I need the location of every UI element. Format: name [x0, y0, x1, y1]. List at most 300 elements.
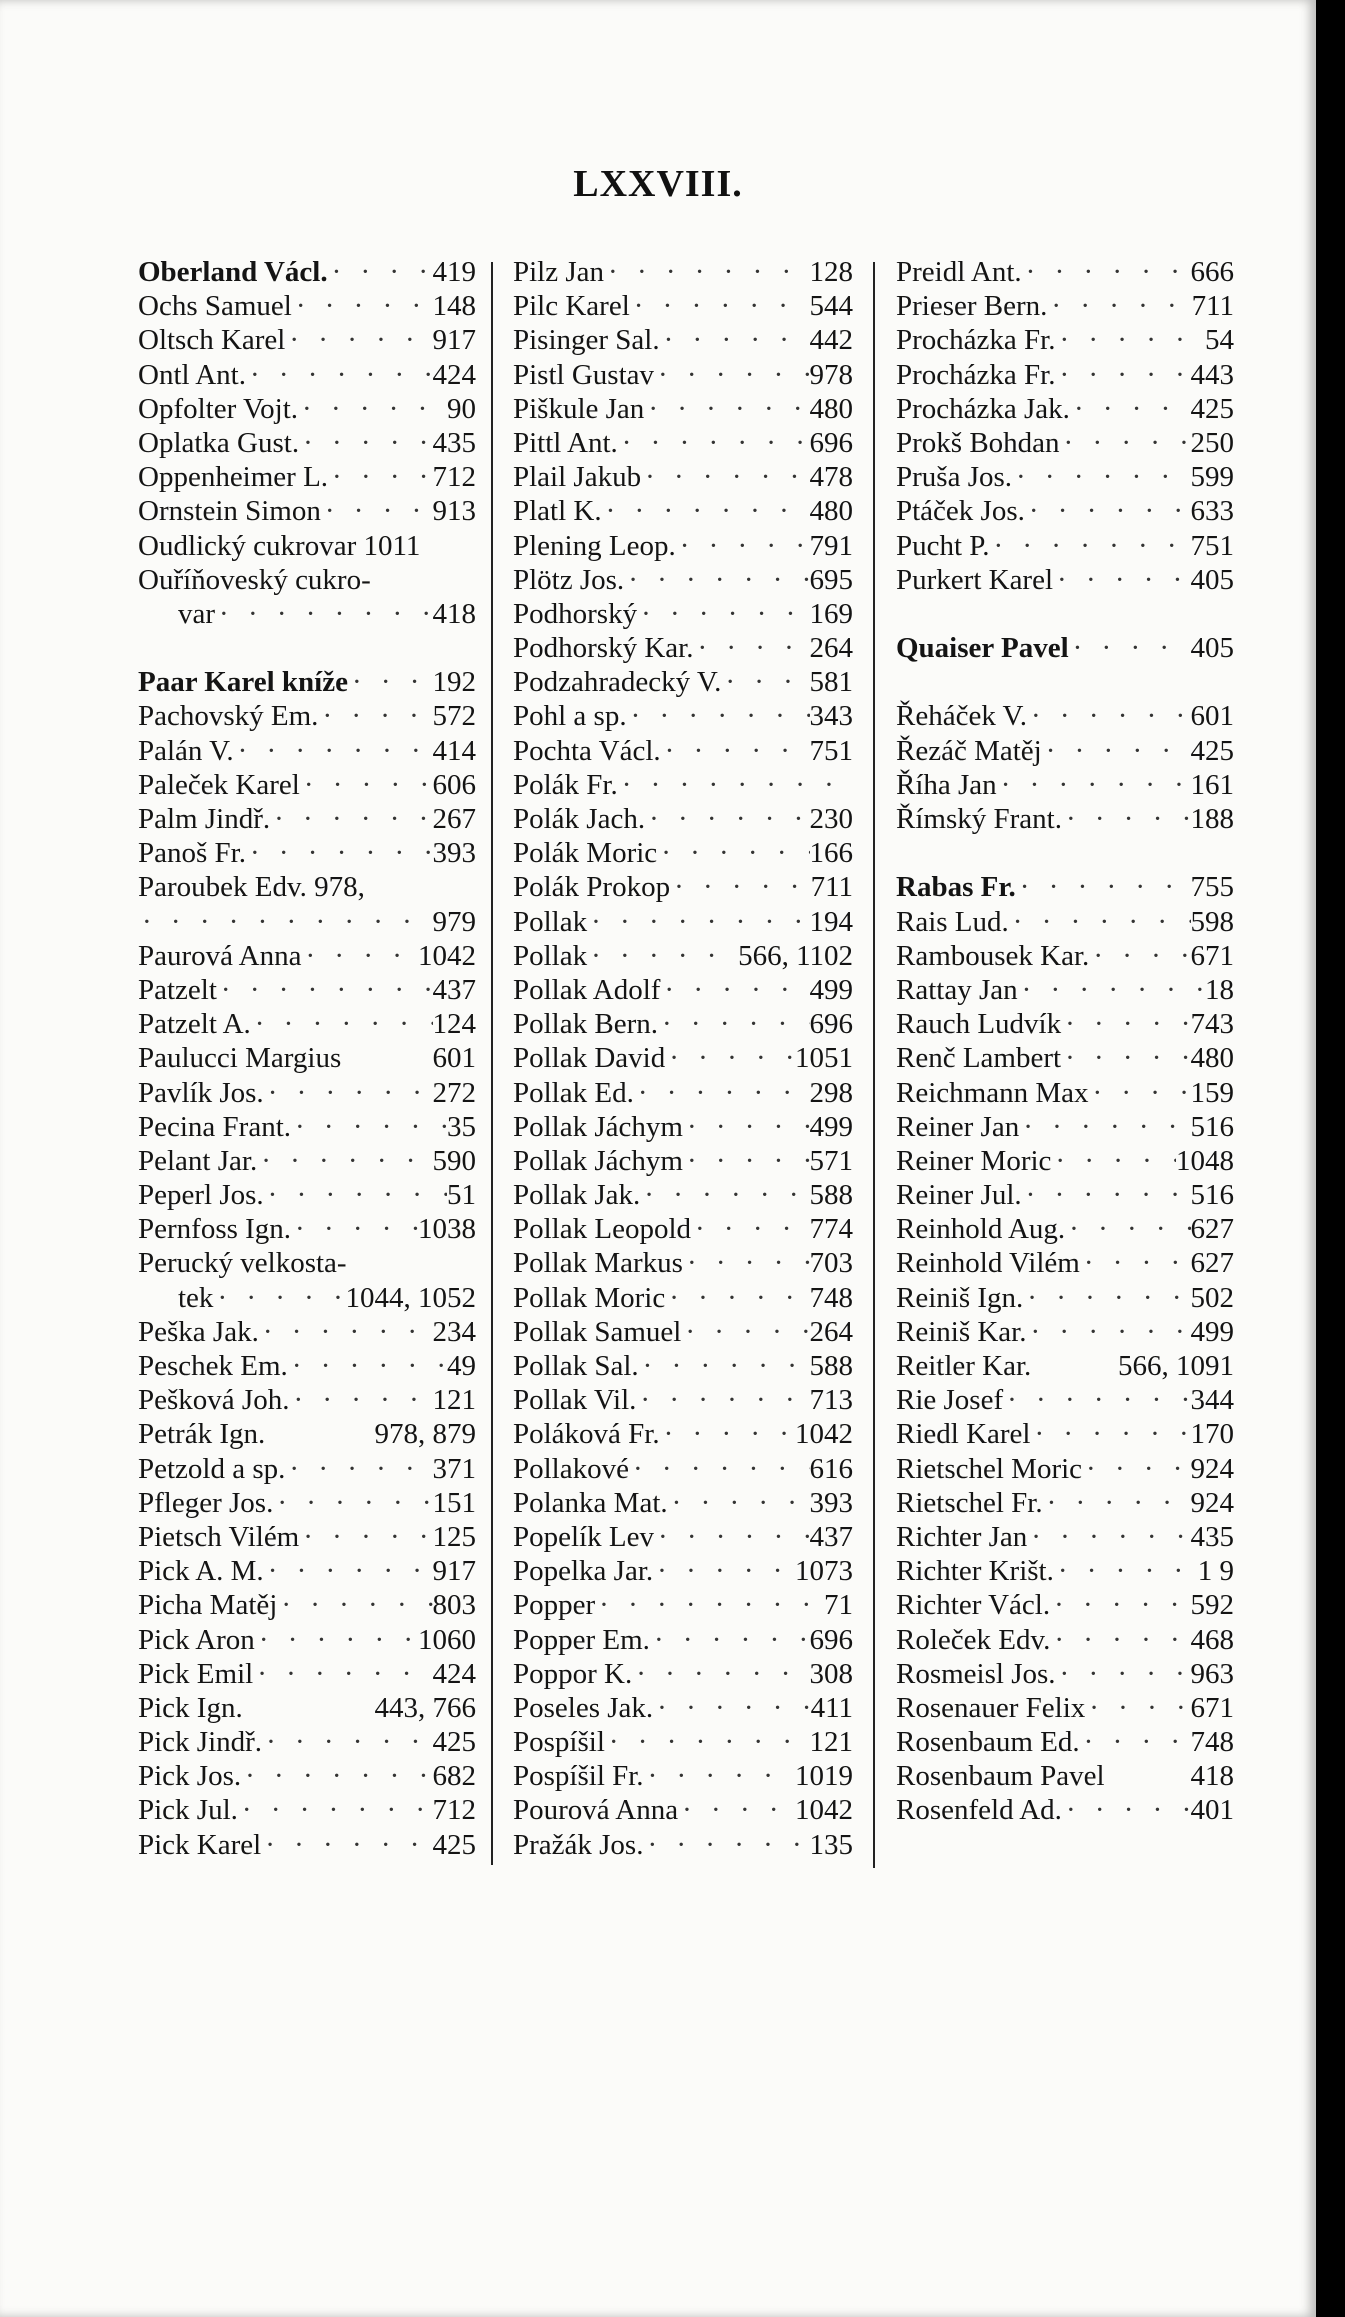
entry-page-number: 121 — [809, 1726, 853, 1759]
entry-page-number: 963 — [1190, 1657, 1234, 1690]
entry-page-number: 791 — [809, 529, 853, 562]
entry-name: Popper — [513, 1589, 596, 1622]
entry-name: Rietschel Fr. — [896, 1486, 1043, 1519]
entry-name: Říha Jan — [896, 768, 997, 801]
index-entry — [513, 358, 853, 392]
index-entry — [138, 1691, 476, 1725]
entry-name: Pollak Leopold — [513, 1213, 692, 1246]
entry-name: Reitler Kar. — [896, 1350, 1032, 1382]
entry-page-number: 712 — [432, 461, 476, 494]
index-entry — [138, 1212, 476, 1246]
entry-page-number: 166 — [809, 837, 853, 870]
entry-name: Palán V. — [138, 734, 234, 767]
dot-leader — [721, 665, 809, 699]
dot-leader — [587, 905, 809, 939]
entry-name: Procházka Jak. — [896, 392, 1070, 425]
entry-page-number: 128 — [809, 256, 853, 288]
dot-leader — [605, 1725, 810, 1759]
entry-page-number: 924 — [1190, 1452, 1234, 1485]
index-entry — [513, 665, 853, 699]
dot-leader — [650, 1623, 810, 1657]
entry-name: Ptáček Jos. — [896, 495, 1025, 528]
dot-leader — [660, 1417, 795, 1451]
index-entry — [513, 1452, 853, 1486]
entry-name: Poseles Jak. — [513, 1691, 654, 1724]
index-entry — [896, 1554, 1234, 1588]
section-spacer — [896, 836, 1234, 870]
dot-leader — [691, 1212, 809, 1246]
index-entry — [896, 1076, 1234, 1110]
entry-name: Paroubek Edv. 978, — [138, 871, 365, 904]
entry-name: Petzold a sp. — [138, 1452, 286, 1485]
index-entry — [513, 1623, 853, 1657]
entry-page-number: 913 — [432, 495, 476, 528]
page-number-heading: LXXVIII. — [573, 163, 743, 205]
index-entry — [513, 1076, 853, 1110]
index-entry — [138, 836, 476, 870]
dot-leader — [665, 1041, 795, 1075]
entry-page-number: 234 — [432, 1315, 476, 1348]
index-entry — [513, 1178, 853, 1212]
index-entry — [138, 1076, 476, 1110]
index-entry — [513, 1212, 853, 1246]
entry-name: Pochta Václ. — [513, 734, 661, 767]
entry-page-number: 917 — [432, 1555, 476, 1588]
index-entry — [138, 1110, 476, 1144]
entry-page-number: 151 — [432, 1486, 476, 1519]
entry-page-number: 627 — [1190, 1247, 1234, 1280]
dot-leader — [1027, 699, 1190, 733]
entry-name: Pittl Ant. — [513, 426, 618, 459]
dot-leader — [300, 768, 433, 802]
entry-name: Ochs Samuel — [138, 290, 292, 323]
entry-page-number: 924 — [1190, 1486, 1234, 1519]
dot-leader — [1089, 939, 1190, 973]
index-entry — [138, 1486, 476, 1520]
entry-page-number: 264 — [809, 1315, 853, 1348]
index-entry — [896, 1246, 1234, 1280]
index-entry — [896, 1212, 1234, 1246]
index-entry — [138, 563, 476, 597]
entry-page-number: 1073 — [795, 1555, 853, 1588]
section-spacer — [138, 631, 476, 665]
dot-leader — [640, 1178, 809, 1212]
entry-page-number: 194 — [809, 905, 853, 938]
entry-name: Pollak Sal. — [513, 1350, 639, 1382]
entry-page-number: 393 — [432, 837, 476, 870]
entry-page-number: 344 — [1190, 1384, 1234, 1417]
dot-leader — [321, 494, 433, 528]
dot-leader — [270, 802, 432, 836]
entry-name: Pick Jos. — [138, 1760, 242, 1793]
section-spacer — [896, 597, 1234, 631]
index-entry — [896, 1657, 1234, 1691]
index-entry — [513, 1588, 853, 1622]
entry-name: Pollak Vil. — [513, 1384, 637, 1417]
dot-leader — [1082, 1452, 1190, 1486]
entry-page-number: 590 — [432, 1144, 476, 1177]
index-entry — [138, 734, 476, 768]
dot-leader — [1030, 1417, 1190, 1451]
index-entry — [138, 1178, 476, 1212]
dot-leader — [658, 1007, 810, 1041]
dot-leader — [217, 973, 433, 1007]
entry-page-number: 1044, 1052 — [345, 1281, 476, 1314]
dot-leader — [1051, 1144, 1176, 1178]
entry-name: Polanka Mat. — [513, 1486, 668, 1519]
dot-leader — [1025, 494, 1191, 528]
entry-name: Rosenbaum Ed. — [896, 1726, 1080, 1759]
index-column-2 — [513, 255, 853, 1862]
index-entry — [896, 323, 1234, 357]
entry-name: Popelík Lev — [513, 1520, 654, 1553]
entry-page-number: 437 — [809, 1520, 853, 1553]
index-entry — [896, 392, 1234, 426]
dot-leader — [676, 529, 810, 563]
dot-leader — [670, 870, 810, 904]
entry-page-number: 480 — [1190, 1042, 1234, 1075]
index-entry — [896, 494, 1234, 528]
entry-page-number: 90 — [447, 392, 476, 425]
entry-page-number: 499 — [1190, 1315, 1234, 1348]
entry-page-number: 696 — [809, 426, 853, 459]
dot-leader — [630, 289, 810, 323]
dot-leader — [681, 1315, 809, 1349]
entry-page-number: 124 — [432, 1008, 476, 1041]
dot-leader — [302, 939, 419, 973]
entry-name: Popper Em. — [513, 1623, 650, 1656]
entry-name: Pollakové — [513, 1452, 629, 1485]
entry-name: Pick Jul. — [138, 1794, 238, 1827]
dot-leader — [683, 1110, 810, 1144]
dot-leader — [262, 1725, 432, 1759]
entry-page-number: 803 — [432, 1589, 476, 1622]
dot-leader — [639, 1349, 810, 1383]
entry-name: Pollak Ed. — [513, 1076, 634, 1109]
entry-page-number: 743 — [1190, 1008, 1234, 1041]
index-entry — [138, 1417, 476, 1451]
entry-page-number: 588 — [809, 1179, 853, 1212]
entry-page-number: 414 — [432, 734, 476, 767]
index-entry — [896, 939, 1234, 973]
entry-page-number: 581 — [809, 666, 853, 699]
index-entry — [896, 768, 1234, 802]
dot-leader — [292, 289, 433, 323]
entry-name: Polák Jach. — [513, 803, 646, 835]
entry-page-number: 54 — [1205, 324, 1234, 357]
entry-name: Pospíšil Fr. — [513, 1760, 644, 1793]
dot-leader — [1022, 255, 1191, 289]
entry-name: Pucht P. — [896, 529, 990, 562]
entry-name: Polák Fr. — [513, 768, 618, 801]
entry-name: Pfleger Jos. — [138, 1486, 274, 1519]
entry-name: Reiniš Ign. — [896, 1281, 1024, 1314]
entry-name: Ouříňoveský cukro- — [138, 563, 371, 596]
dot-leader — [665, 1281, 809, 1315]
index-entry — [513, 1315, 853, 1349]
entry-page-number: 606 — [432, 768, 476, 801]
index-entry — [896, 1110, 1234, 1144]
index-entry — [138, 460, 476, 494]
entry-name: Oplatka Gust. — [138, 426, 300, 459]
index-entry — [138, 1315, 476, 1349]
dot-leader — [291, 1212, 418, 1246]
entry-page-number: 1048 — [1176, 1144, 1234, 1177]
index-entry — [896, 1759, 1234, 1793]
dot-leader — [1060, 426, 1191, 460]
column-divider — [873, 262, 875, 1868]
entry-name: Rais Lud. — [896, 905, 1009, 938]
index-entry — [513, 1520, 853, 1554]
dot-leader — [246, 358, 433, 392]
dot-leader — [644, 392, 809, 426]
entry-name: Pourová Anna — [513, 1794, 679, 1827]
dot-leader — [1019, 1110, 1190, 1144]
index-entry — [513, 529, 853, 563]
dot-leader — [683, 1144, 810, 1178]
entry-page-number: 468 — [1190, 1623, 1234, 1656]
index-entry — [896, 358, 1234, 392]
index-entry — [896, 1417, 1234, 1451]
entry-name: Ontl Ant. — [138, 358, 246, 391]
entry-page-number: 499 — [809, 1110, 853, 1143]
index-entry — [896, 1588, 1234, 1622]
index-entry — [138, 1349, 476, 1383]
entry-page-number: 1 9 — [1197, 1555, 1234, 1588]
dot-leader — [213, 1281, 345, 1315]
entry-page-number: 671 — [1190, 939, 1234, 972]
index-entry — [513, 426, 853, 460]
dot-leader — [618, 768, 853, 802]
index-entry — [513, 836, 853, 870]
entry-name: Paulucci Margius — [138, 1042, 342, 1075]
entry-page-number: 192 — [432, 666, 476, 699]
index-entry — [138, 1041, 476, 1075]
index-column-3 — [896, 255, 1234, 1828]
dot-leader — [1018, 973, 1205, 1007]
dot-leader — [660, 323, 810, 357]
entry-name: Reiner Moric — [896, 1144, 1052, 1177]
entry-name: Pick A. M. — [138, 1555, 264, 1588]
entry-name: Peperl Jos. — [138, 1179, 264, 1212]
entry-name: Reinhold Aug. — [896, 1213, 1066, 1246]
dot-leader — [255, 1623, 418, 1657]
entry-page-number: 425 — [1190, 392, 1234, 425]
index-entry — [513, 768, 853, 802]
entry-name: Preidl Ant. — [896, 256, 1022, 288]
index-entry — [138, 1383, 476, 1417]
dot-leader — [653, 1554, 795, 1588]
index-entry — [896, 529, 1234, 563]
entry-name: Pollak — [513, 939, 588, 972]
entry-name: Rosenauer Felix — [896, 1691, 1086, 1724]
index-entry — [138, 699, 476, 733]
index-entry — [138, 529, 476, 563]
dot-leader — [1085, 1691, 1190, 1725]
dot-leader — [1022, 1178, 1191, 1212]
dot-leader — [604, 255, 809, 289]
entry-name: Rauch Ludvík — [896, 1008, 1062, 1041]
entry-page-number: 979 — [432, 905, 476, 938]
entry-page-number: 424 — [432, 1657, 476, 1690]
entry-page-number: 774 — [809, 1213, 853, 1246]
entry-page-number: 751 — [809, 734, 853, 767]
index-entry — [513, 1007, 853, 1041]
entry-name: Podhorský — [513, 597, 638, 630]
dot-leader — [1056, 1657, 1191, 1691]
entry-page-number: 424 — [432, 358, 476, 391]
dot-leader — [328, 460, 432, 494]
index-entry — [896, 1691, 1234, 1725]
entry-page-number: 49 — [447, 1350, 476, 1382]
entry-name: Petrák Ign. — [138, 1418, 266, 1451]
entry-name: Pecina Frant. — [138, 1110, 292, 1143]
entry-name: Pešková Joh. — [138, 1384, 290, 1417]
dot-leader — [318, 699, 432, 733]
dot-leader — [997, 768, 1191, 802]
entry-name: Řezáč Matěj — [896, 734, 1042, 767]
entry-page-number: 425 — [432, 1828, 476, 1861]
index-entry — [896, 1041, 1234, 1075]
entry-name: Pick Karel — [138, 1828, 262, 1861]
entry-name: Pick Emil — [138, 1657, 254, 1690]
dot-leader — [299, 1520, 432, 1554]
index-entry — [513, 1759, 853, 1793]
index-entry — [513, 597, 853, 631]
dot-leader — [1054, 1554, 1198, 1588]
entry-name: Pollak Adolf — [513, 973, 661, 1006]
dot-leader — [1023, 1281, 1190, 1315]
dot-leader — [1062, 1793, 1191, 1827]
dot-leader — [241, 1759, 432, 1793]
entry-page-number: 671 — [1190, 1691, 1234, 1724]
entry-page-number: 169 — [809, 597, 853, 630]
index-entry — [513, 939, 853, 973]
entry-name: Pilc Karel — [513, 290, 630, 323]
entry-page-number: 601 — [1190, 700, 1234, 733]
entry-name: Oppenheimer L. — [138, 461, 329, 494]
dot-leader — [693, 631, 809, 665]
index-entry — [138, 1007, 476, 1041]
entry-name: Roleček Edv. — [896, 1623, 1051, 1656]
entry-page-number: 393 — [809, 1486, 853, 1519]
entry-page-number: 308 — [809, 1657, 853, 1690]
entry-name: Pavlík Jos. — [138, 1076, 264, 1109]
index-entry — [513, 802, 853, 836]
entry-name: Pruša Jos. — [896, 461, 1013, 494]
entry-page-number: 35 — [447, 1110, 476, 1143]
dot-leader — [1061, 1041, 1190, 1075]
dot-leader — [288, 1349, 447, 1383]
index-entry — [138, 597, 476, 631]
entry-name: Prokš Bohdan — [896, 426, 1060, 459]
index-entry — [138, 494, 476, 528]
dot-leader — [618, 426, 810, 460]
index-entry — [513, 905, 853, 939]
entry-page-number: 435 — [432, 426, 476, 459]
entry-name: Patzelt A. — [138, 1008, 251, 1041]
column-divider — [491, 262, 493, 1865]
entry-name: Plening Leop. — [513, 529, 676, 562]
entry-name: Rosenfeld Ad. — [896, 1794, 1062, 1827]
entry-name: Quaiser Pavel — [896, 632, 1069, 665]
entry-page-number: 371 — [432, 1452, 476, 1485]
entry-name: Peška Jak. — [138, 1315, 259, 1348]
dot-leader — [1003, 1383, 1190, 1417]
entry-page-number: 442 — [809, 324, 853, 357]
entry-page-number: 264 — [809, 632, 853, 665]
entry-name: Poláková Fr. — [513, 1418, 660, 1451]
entry-page-number: 616 — [809, 1452, 853, 1485]
dot-leader — [1088, 1076, 1190, 1110]
entry-page-number: 272 — [432, 1076, 476, 1109]
entry-name: Reichmann Max — [896, 1076, 1089, 1109]
index-entry — [513, 1554, 853, 1588]
entry-name: Podhorský Kar. — [513, 632, 694, 665]
index-entry — [896, 1486, 1234, 1520]
entry-name: Reiniš Kar. — [896, 1315, 1027, 1348]
dot-leader — [1053, 563, 1190, 597]
entry-name: Reiner Jan — [896, 1110, 1020, 1143]
entry-page-number: 1038 — [418, 1213, 476, 1246]
index-entry — [896, 255, 1234, 289]
dot-leader — [624, 563, 809, 597]
entry-page-number: 516 — [1190, 1110, 1234, 1143]
index-entry — [138, 905, 476, 939]
entry-name: Pollak Jáchym — [513, 1144, 683, 1177]
entry-page-number: 703 — [809, 1247, 853, 1280]
entry-name: Pollak — [513, 905, 588, 938]
index-entry — [138, 665, 476, 699]
dot-leader — [138, 905, 433, 939]
dot-leader — [234, 734, 433, 768]
index-entry — [513, 1246, 853, 1280]
index-entry — [513, 1725, 853, 1759]
entry-page-number: 250 — [1190, 426, 1234, 459]
entry-page-number: 135 — [809, 1828, 853, 1861]
entry-page-number: 148 — [432, 290, 476, 323]
index-entry — [896, 1383, 1234, 1417]
dot-leader — [291, 1110, 447, 1144]
dot-leader — [660, 973, 809, 1007]
index-entry — [896, 1349, 1234, 1383]
dot-leader — [246, 836, 433, 870]
index-entry — [513, 563, 853, 597]
entry-name: Poppor K. — [513, 1657, 633, 1690]
entry-page-number: 170 — [1190, 1418, 1234, 1451]
index-entry — [138, 768, 476, 802]
entry-page-number: 713 — [809, 1384, 853, 1417]
index-entry — [896, 1281, 1234, 1315]
entry-page-number: 711 — [810, 871, 853, 904]
index-entry — [896, 973, 1234, 1007]
dot-leader — [1027, 1315, 1191, 1349]
entry-name: Rosmeisl Jos. — [896, 1657, 1056, 1690]
index-entry — [513, 870, 853, 904]
entry-name: Pelant Jar. — [138, 1144, 258, 1177]
entry-name: Rabas Fr. — [896, 871, 1016, 904]
index-entry — [138, 1246, 476, 1280]
scan-border — [1316, 0, 1345, 2317]
entry-name: Pick Aron — [138, 1623, 255, 1656]
dot-leader — [238, 1793, 433, 1827]
dot-leader — [285, 323, 432, 357]
entry-name: Polák Prokop — [513, 871, 671, 904]
entry-page-number: 71 — [824, 1589, 853, 1622]
entry-name: tek — [178, 1281, 214, 1314]
dot-leader — [1080, 1725, 1191, 1759]
dot-leader — [627, 699, 810, 733]
